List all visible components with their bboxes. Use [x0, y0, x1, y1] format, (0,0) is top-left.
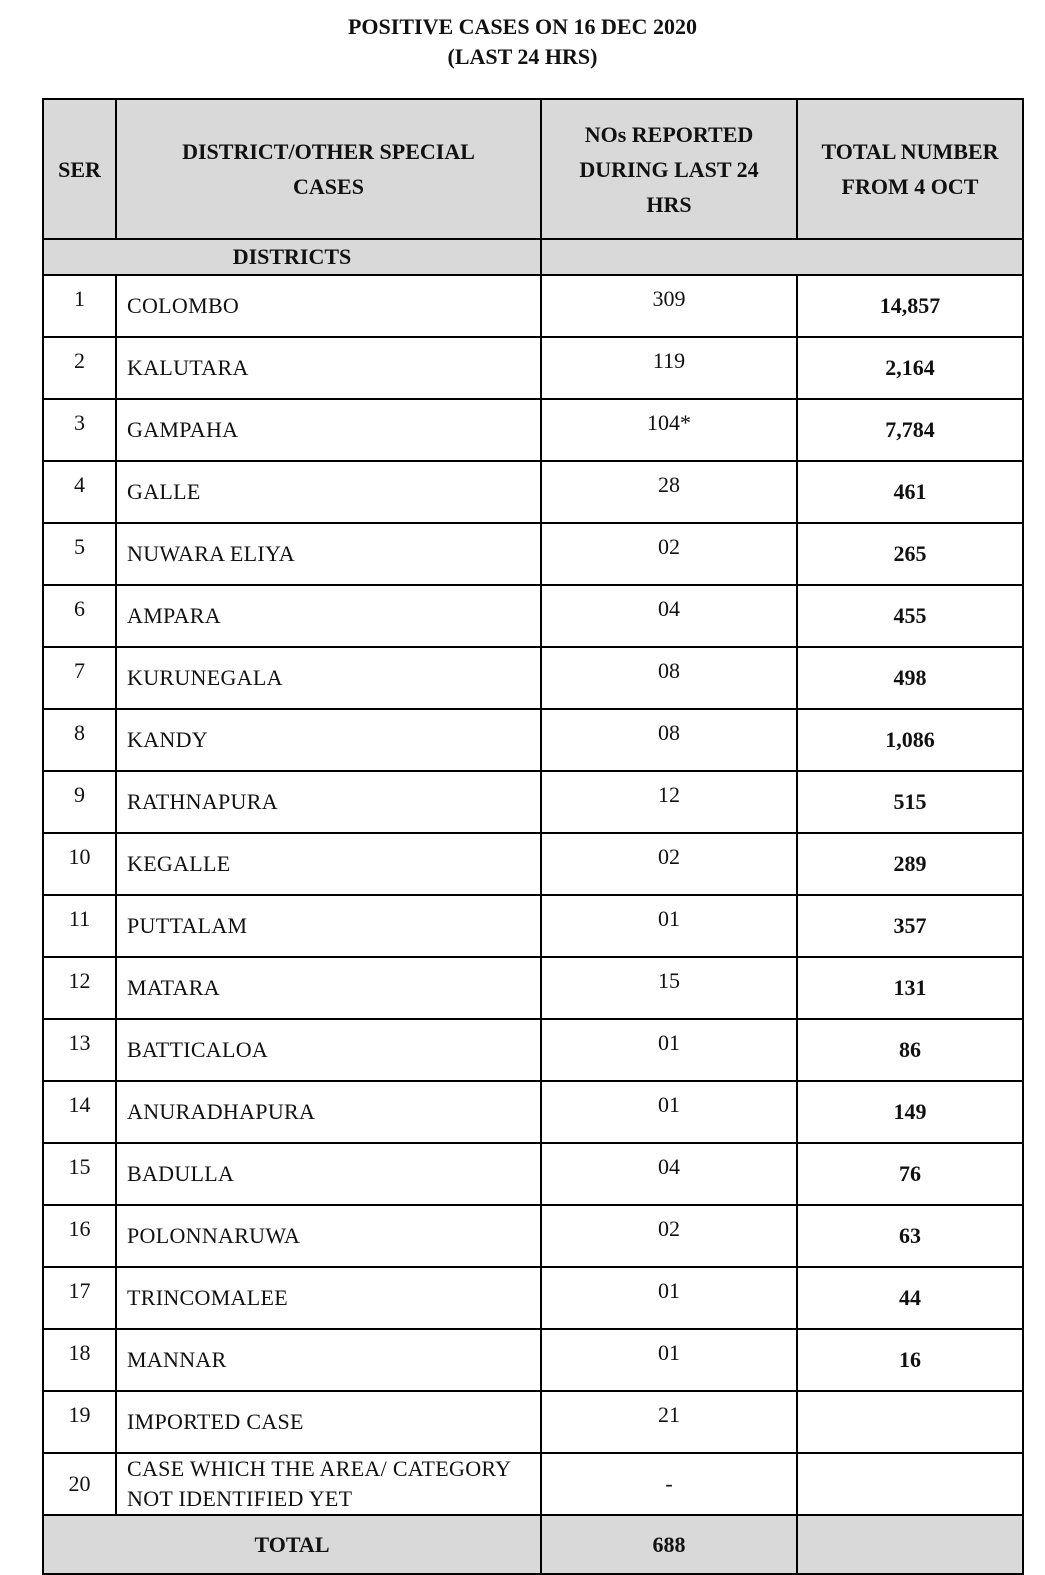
total-count-cell: 7,784	[797, 399, 1023, 461]
table-row	[43, 957, 1023, 1019]
table-row	[43, 585, 1023, 647]
ser-cell: 9	[43, 771, 116, 833]
ser-cell: 12	[43, 957, 116, 1019]
ser-cell: 5	[43, 523, 116, 585]
table-row	[43, 1267, 1023, 1329]
district-name-cell: IMPORTED CASE	[116, 1391, 541, 1453]
district-name-cell: KURUNEGALA	[116, 647, 541, 709]
ser-cell: 11	[43, 895, 116, 957]
district-name-cell: AMPARA	[116, 585, 541, 647]
reported-count-cell: 309	[541, 275, 797, 337]
reported-count-cell: 01	[541, 1329, 797, 1391]
reported-count-cell: -	[541, 1453, 797, 1515]
ser-cell: 2	[43, 337, 116, 399]
header-ser: SER	[43, 99, 116, 239]
header-row	[43, 99, 1023, 239]
district-name-cell: BATTICALOA	[116, 1019, 541, 1081]
district-name-cell: KALUTARA	[116, 337, 541, 399]
total-count-cell: 44	[797, 1267, 1023, 1329]
ser-cell: 10	[43, 833, 116, 895]
reported-count-cell: 01	[541, 1267, 797, 1329]
total-count-cell	[797, 1453, 1023, 1515]
reported-count-cell: 12	[541, 771, 797, 833]
ser-cell: 6	[43, 585, 116, 647]
total-count-cell: 131	[797, 957, 1023, 1019]
document-title	[0, 12, 1045, 72]
section-row-districts	[43, 239, 1023, 275]
ser-cell: 3	[43, 399, 116, 461]
total-count-cell: 1,086	[797, 709, 1023, 771]
total-count-cell: 455	[797, 585, 1023, 647]
district-name-cell: MATARA	[116, 957, 541, 1019]
table-row	[43, 1143, 1023, 1205]
table-row	[43, 337, 1023, 399]
ser-cell: 8	[43, 709, 116, 771]
reported-count-cell: 04	[541, 1143, 797, 1205]
ser-cell: 20	[43, 1453, 116, 1515]
district-name-cell: COLOMBO	[116, 275, 541, 337]
reported-count-cell: 15	[541, 957, 797, 1019]
total-count-cell: 498	[797, 647, 1023, 709]
district-name-cell: RATHNAPURA	[116, 771, 541, 833]
ser-cell: 7	[43, 647, 116, 709]
section-label: DISTRICTS	[43, 239, 541, 275]
title-line-2: (LAST 24 HRS)	[447, 44, 598, 69]
total-row	[43, 1515, 1023, 1574]
total-count-cell: 14,857	[797, 275, 1023, 337]
total-count-cell: 265	[797, 523, 1023, 585]
district-name-cell: GAMPAHA	[116, 399, 541, 461]
ser-cell: 16	[43, 1205, 116, 1267]
table-row	[43, 895, 1023, 957]
table-row	[43, 399, 1023, 461]
table-row	[43, 461, 1023, 523]
reported-count-cell: 02	[541, 1205, 797, 1267]
ser-cell: 1	[43, 275, 116, 337]
total-cumulative-cell	[797, 1515, 1023, 1574]
district-name-cell: NUWARA ELIYA	[116, 523, 541, 585]
district-name-cell: KEGALLE	[116, 833, 541, 895]
header-total: TOTAL NUMBER FROM 4 OCT	[797, 99, 1023, 239]
ser-cell: 4	[43, 461, 116, 523]
header-district: DISTRICT/OTHER SPECIAL CASES	[116, 99, 541, 239]
ser-cell: 13	[43, 1019, 116, 1081]
reported-count-cell: 28	[541, 461, 797, 523]
total-count-cell: 149	[797, 1081, 1023, 1143]
total-count-cell: 461	[797, 461, 1023, 523]
cases-table	[42, 98, 1024, 1575]
reported-count-cell: 02	[541, 833, 797, 895]
table-row	[43, 833, 1023, 895]
table-row	[43, 709, 1023, 771]
reported-count-cell: 08	[541, 647, 797, 709]
district-name-cell: CASE WHICH THE AREA/ CATEGORY NOT IDENTIFIED YET	[116, 1453, 541, 1515]
title-line-1: POSITIVE CASES ON 16 DEC 2020	[347, 14, 697, 39]
district-name-cell: TRINCOMALEE	[116, 1267, 541, 1329]
total-count-cell: 289	[797, 833, 1023, 895]
table-row	[43, 771, 1023, 833]
total-count-cell: 515	[797, 771, 1023, 833]
total-count-cell: 76	[797, 1143, 1023, 1205]
table-row	[43, 1391, 1023, 1453]
ser-cell: 19	[43, 1391, 116, 1453]
ser-cell: 14	[43, 1081, 116, 1143]
total-label: TOTAL	[43, 1515, 541, 1574]
district-name-cell: BADULLA	[116, 1143, 541, 1205]
total-count-cell: 63	[797, 1205, 1023, 1267]
district-name-cell: GALLE	[116, 461, 541, 523]
table-row	[43, 1019, 1023, 1081]
table-row	[43, 647, 1023, 709]
table-row	[43, 1329, 1023, 1391]
total-count-cell: 16	[797, 1329, 1023, 1391]
district-name-cell: POLONNARUWA	[116, 1205, 541, 1267]
total-reported-cell: 688	[541, 1515, 797, 1574]
reported-count-cell: 08	[541, 709, 797, 771]
header-reported: NOs REPORTED DURING LAST 24 HRS	[541, 99, 797, 239]
total-count-cell: 2,164	[797, 337, 1023, 399]
district-name-cell: KANDY	[116, 709, 541, 771]
reported-count-cell: 04	[541, 585, 797, 647]
district-name-cell: PUTTALAM	[116, 895, 541, 957]
ser-cell: 15	[43, 1143, 116, 1205]
reported-count-cell: 01	[541, 895, 797, 957]
total-count-cell	[797, 1391, 1023, 1453]
total-count-cell: 86	[797, 1019, 1023, 1081]
table-row	[43, 275, 1023, 337]
table-row	[43, 1205, 1023, 1267]
reported-count-cell: 02	[541, 523, 797, 585]
section-empty-cell	[541, 239, 1023, 275]
reported-count-cell: 104*	[541, 399, 797, 461]
reported-count-cell: 21	[541, 1391, 797, 1453]
ser-cell: 17	[43, 1267, 116, 1329]
district-name-cell: ANURADHAPURA	[116, 1081, 541, 1143]
ser-cell: 18	[43, 1329, 116, 1391]
table-row	[43, 523, 1023, 585]
table-row	[43, 1453, 1023, 1515]
reported-count-cell: 01	[541, 1019, 797, 1081]
district-name-cell: MANNAR	[116, 1329, 541, 1391]
reported-count-cell: 119	[541, 337, 797, 399]
total-count-cell: 357	[797, 895, 1023, 957]
reported-count-cell: 01	[541, 1081, 797, 1143]
table-row	[43, 1081, 1023, 1143]
